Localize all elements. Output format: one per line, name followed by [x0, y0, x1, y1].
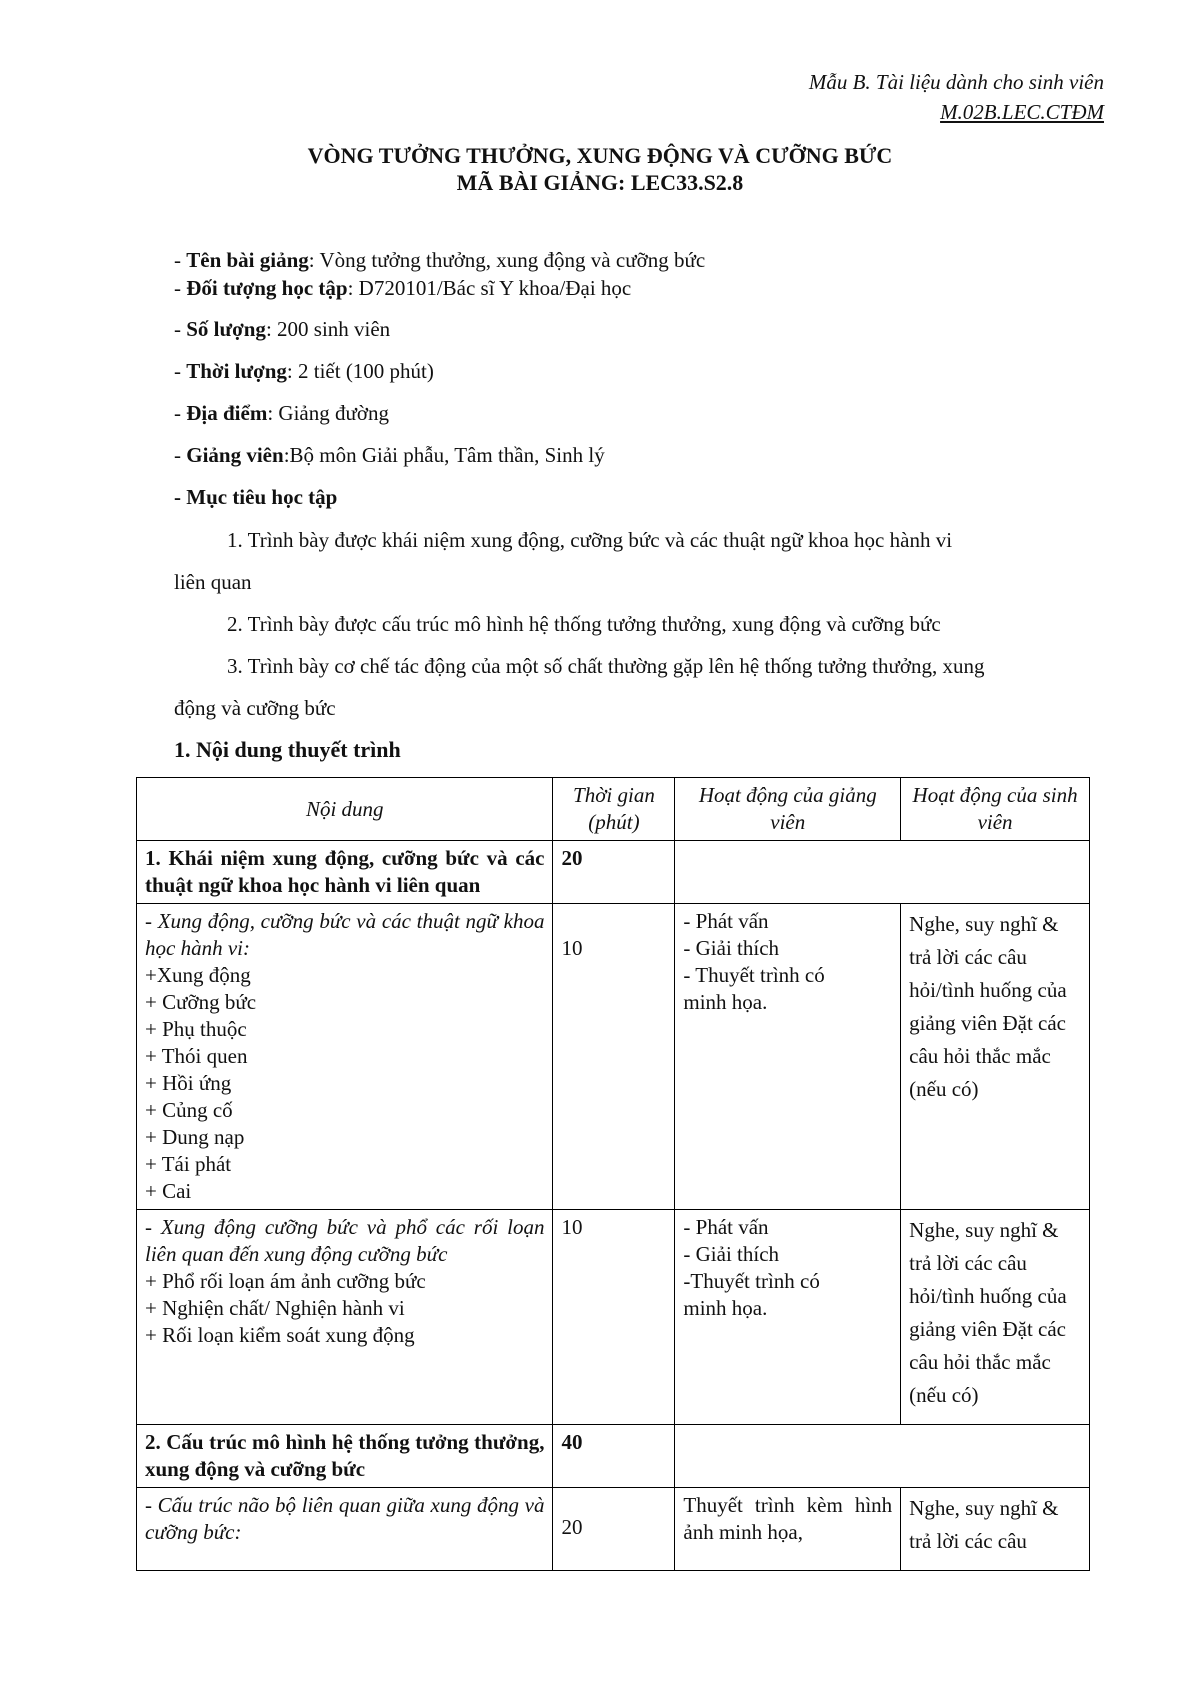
list-item: +Xung động [145, 963, 251, 987]
section-2-time: 40 [553, 1425, 675, 1488]
info-value: : 2 tiết (100 phút) [286, 359, 434, 383]
list-item: + Phụ thuộc [145, 1017, 247, 1041]
info-value: : 200 sinh viên [265, 317, 391, 341]
row-2-time: 10 [553, 1210, 675, 1425]
section-1-time: 20 [553, 841, 675, 904]
info-label: Địa điểm [186, 401, 268, 425]
form-code: M.02B.LEC.CTĐM [940, 100, 1104, 124]
objectives-heading: - Mục tiêu học tập [174, 485, 338, 509]
list-item: + Củng cố [145, 1098, 233, 1122]
teacher-activity: -Thuyết trình có [683, 1269, 820, 1293]
section-1-title: 1. Khái niệm xung động, cưỡng bức và các thuật ngữ khoa học hành vi liên quan [137, 841, 553, 904]
row-2-student: Nghe, suy nghĩ & trả lời các câu hỏi/tình huống của giảng viên Đặt các câu hỏi thắc mắc (nếu có) [901, 1210, 1090, 1425]
table-row [137, 904, 1090, 1210]
row-3-time: 20 [553, 1488, 675, 1571]
row-1-time: 10 [553, 904, 675, 1210]
list-item: + Rối loạn kiểm soát xung động [145, 1323, 415, 1347]
teacher-activity: - Phát vấn [683, 909, 769, 933]
teacher-activity: - Thuyết trình có [683, 963, 825, 987]
content-table [136, 777, 1090, 1571]
form-label: Mẫu B. Tài liệu dành cho sinh viên [808, 70, 1104, 94]
teacher-activity: - Phát vấn [683, 1215, 769, 1239]
list-item: + Hồi ứng [145, 1071, 232, 1095]
objective-3: 3. Trình bày cơ chế tác động của một số chất thường gặp lên hệ thống tưởng thưởng, xung [227, 654, 985, 678]
info-quantity: - Số lượng: 200 sinh viên [174, 317, 391, 341]
header-student-activity: Hoạt động của sinh viên [901, 778, 1090, 841]
teacher-activity: - Giải thích [683, 1242, 780, 1266]
row-2-teacher [675, 1210, 901, 1425]
info-value: : Vòng tưởng thưởng, xung động và cưỡng bức [308, 248, 706, 272]
list-item: + Nghiện chất/ Nghiện hành vi [145, 1296, 405, 1320]
row-3-content: - Cấu trúc não bộ liên quan giữa xung động và cưỡng bức: [137, 1488, 553, 1571]
lecture-code: MÃ BÀI GIẢNG: LEC33.S2.8 [456, 170, 744, 195]
info-audience: - Đối tượng học tập: D720101/Bác sĩ Y khoa/Đại học [174, 276, 632, 300]
table-row [137, 841, 1090, 904]
header-teacher-activity: Hoạt động của giảng viên [675, 778, 901, 841]
empty-cell [675, 841, 1090, 904]
table-row [137, 1210, 1090, 1425]
objective-2: 2. Trình bày được cấu trúc mô hình hệ thống tưởng thưởng, xung động và cưỡng bức [227, 612, 941, 636]
row-1-content [137, 904, 553, 1210]
list-item: + Cai [145, 1179, 192, 1203]
row-2-content [137, 1210, 553, 1425]
table-row [137, 1488, 1090, 1571]
list-item: + Dung nạp [145, 1125, 245, 1149]
info-label: Số lượng [186, 317, 266, 341]
header-content: Nội dung [137, 778, 553, 841]
info-value: :Bộ môn Giải phẫu, Tâm thần, Sinh lý [283, 443, 605, 467]
info-label: Giảng viên [186, 443, 284, 467]
row-1-student: Nghe, suy nghĩ & trả lời các câu hỏi/tình huống của giảng viên Đặt các câu hỏi thắc mắc (nếu có) [901, 904, 1090, 1210]
section-2-title: 2. Cấu trúc mô hình hệ thống tưởng thưởng, xung động và cưỡng bức [137, 1425, 553, 1488]
info-duration: - Thời lượng: 2 tiết (100 phút) [174, 359, 434, 383]
row-2-intro: - Xung động cưỡng bức và phổ các rối loạn liên quan đến xung động cưỡng bức [145, 1215, 545, 1266]
row-3-student: Nghe, suy nghĩ & trả lời các câu [901, 1488, 1090, 1571]
section-heading: 1. Nội dung thuyết trình [174, 737, 401, 762]
info-label: Tên bài giảng [186, 248, 309, 272]
info-value: : D720101/Bác sĩ Y khoa/Đại học [347, 276, 632, 300]
table-row [137, 1425, 1090, 1488]
teacher-activity: - Giải thích [683, 936, 780, 960]
row-3-teacher: Thuyết trình kèm hình ảnh minh họa, [675, 1488, 901, 1571]
info-value: : Giảng đường [267, 401, 389, 425]
list-item: + Phổ rối loạn ám ảnh cưỡng bức [145, 1269, 426, 1293]
table-header-row [137, 778, 1090, 841]
info-label: Đối tượng học tập [186, 276, 348, 300]
info-lecture-name: - Tên bài giảng: Vòng tưởng thưởng, xung động và cưỡng bức [174, 248, 706, 272]
objective-1-cont: liên quan [174, 570, 252, 594]
info-location: - Địa điểm: Giảng đường [174, 401, 389, 425]
info-label: Thời lượng [186, 359, 287, 383]
document-title: VÒNG TƯỞNG THƯỞNG, XUNG ĐỘNG VÀ CƯỠNG BỨC [307, 143, 893, 168]
header-time: Thời gian (phút) [553, 778, 675, 841]
list-item: + Cưỡng bức [145, 990, 257, 1014]
teacher-activity: minh họa. [683, 1296, 768, 1320]
list-item: + Tái phát [145, 1152, 232, 1176]
row-1-teacher [675, 904, 901, 1210]
objective-1: 1. Trình bày được khái niệm xung động, cưỡng bức và các thuật ngữ khoa học hành vi [227, 528, 953, 552]
teacher-activity: minh họa. [683, 990, 768, 1014]
empty-cell [675, 1425, 1090, 1488]
row-1-intro: - Xung động, cưỡng bức và các thuật ngữ khoa học hành vi: [145, 909, 545, 960]
list-item: + Thói quen [145, 1044, 248, 1068]
info-lecturer: - Giảng viên:Bộ môn Giải phẫu, Tâm thần, Sinh lý [174, 443, 605, 467]
objective-3-cont: động và cưỡng bức [174, 696, 336, 720]
